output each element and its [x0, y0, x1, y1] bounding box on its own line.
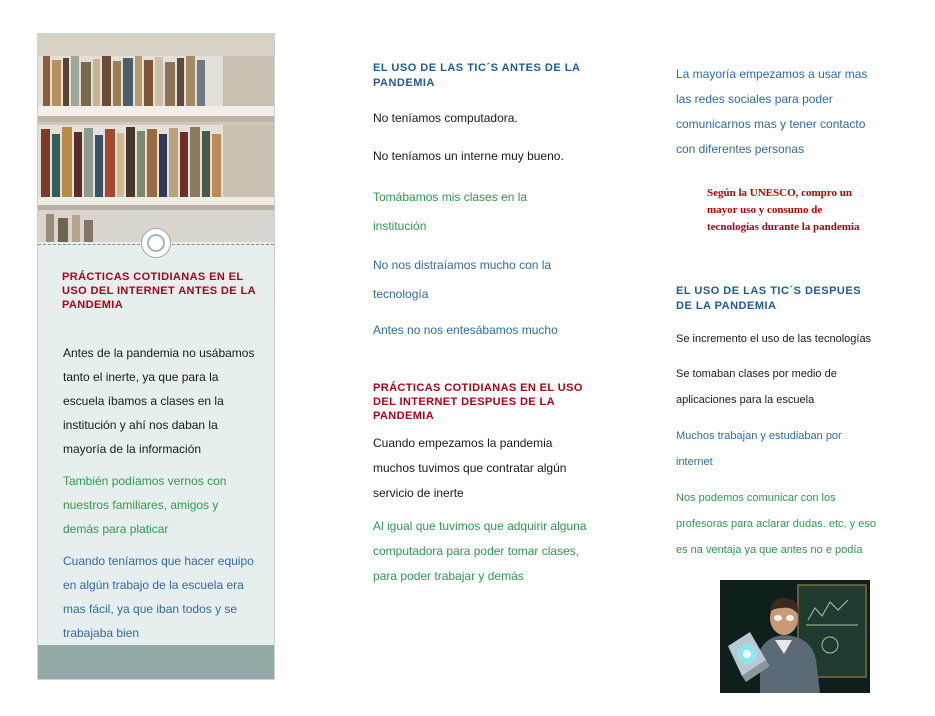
left-panel: [37, 33, 275, 680]
right-heading: EL USO DE LAS TIC´S DESPUES DE LA PANDEMIA: [676, 285, 862, 312]
right-line-3: Muchos trabajan y estudiaban por internet: [676, 430, 842, 468]
teacher-laptop-illustration: [720, 580, 870, 693]
right-line-2: Se tomaban clases por medio de aplicaciones para la escuela: [676, 368, 837, 406]
middle-heading-2: PRÁCTICAS COTIDIANAS EN EL USO DEL INTERNET DESPUES DE LA PANDEMIA: [373, 382, 583, 422]
right-line-1: Se incremento el uso de las tecnologías: [676, 333, 872, 345]
bookshelf-photo: [38, 34, 274, 242]
middle-paragraph-2: Al igual que tuvimos que adquirir alguna computadora para poder tomar clases, para poder trabajar y demás: [373, 519, 587, 583]
right-line-4: Nos podemos comunicar con los profesoras para aclarar dudas. etc, y eso es na ventaja ya que antes no e podía: [676, 492, 876, 556]
left-footer-band: [38, 645, 274, 679]
middle-line-3: Tomábamos mis clases en la institución: [373, 190, 528, 233]
left-paragraph-3: Cuando teníamos que hacer equipo en algún trabajo de la escuela era mas fácil, ya que iban todos y se trabajaba bien: [63, 554, 254, 640]
left-heading: PRÁCTICAS COTIDIANAS EN EL USO DEL INTERNET ANTES DE LA PANDEMIA: [62, 271, 256, 311]
middle-line-5: Antes no nos entesábamos mucho: [373, 323, 558, 337]
middle-heading-1: EL USO DE LAS TIC´S ANTES DE LA PANDEMIA: [373, 62, 580, 89]
teacher-illustration: [720, 580, 870, 693]
middle-line-4: No nos distraíamos mucho con la tecnología: [373, 258, 552, 301]
left-paragraph-2: También podíamos vernos con nuestros familiares, amigos y demás para platicar: [63, 474, 227, 536]
unesco-quote: Según la UNESCO, compro un mayor uso y consumo de tecnologías durante la pandemia: [707, 187, 860, 233]
bookshelf-illustration: [38, 34, 274, 242]
middle-line-1: No teníamos computadora.: [373, 111, 518, 125]
left-paragraph-1: Antes de la pandemia no usábamos tanto el inerte, ya que para la escuela íbamos a clases en la institución y ahí nos daban la mayoría de la información: [63, 346, 255, 456]
middle-line-2: No teníamos un interne muy bueno.: [373, 149, 564, 163]
circle-ornament-icon: [141, 228, 171, 258]
middle-paragraph-1: Cuando empezamos la pandemia muchos tuvimos que contratar algún servicio de inerte: [373, 436, 567, 500]
right-paragraph: La mayoría empezamos a usar mas las redes sociales para poder comunicarnos mas y tener contacto con diferentes personas: [676, 67, 868, 156]
